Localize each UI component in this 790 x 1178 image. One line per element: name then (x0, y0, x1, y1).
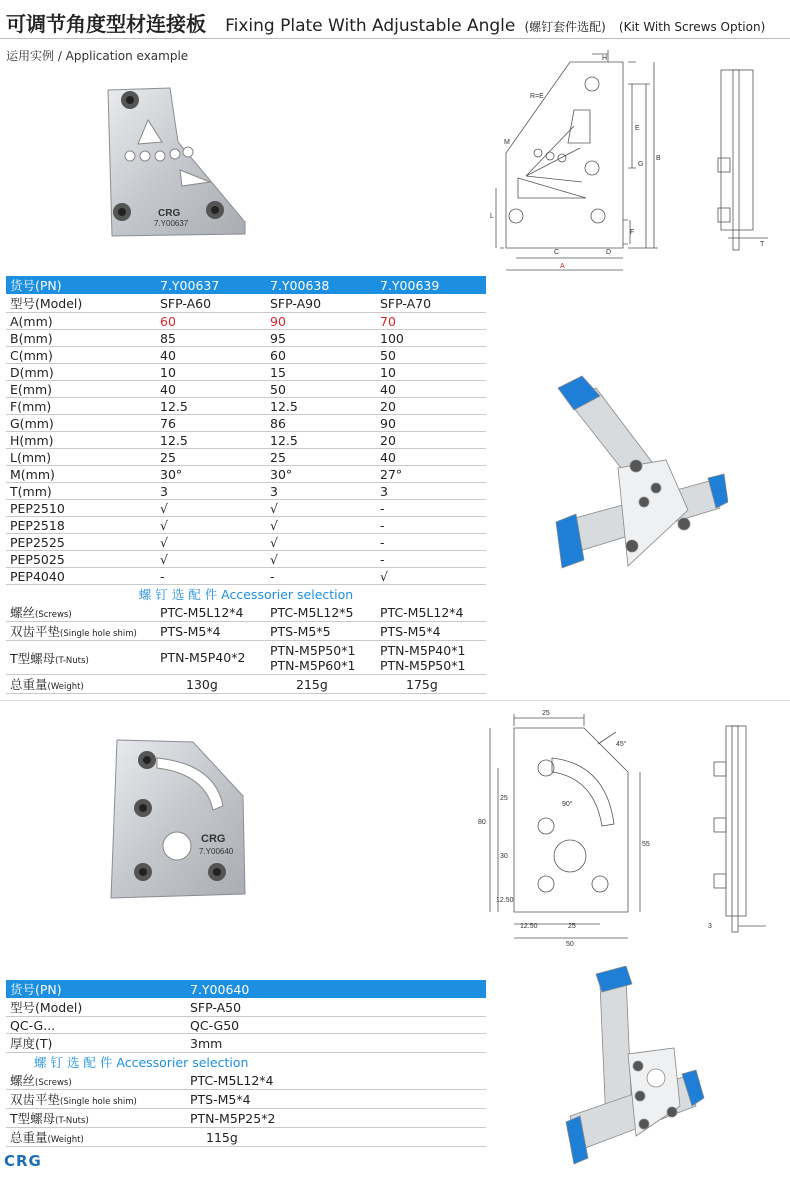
table-row (6, 1090, 486, 1109)
table-header-cell: 7.Y00638 (266, 276, 376, 294)
table-cell: 20 (376, 432, 486, 449)
screw-head (134, 863, 152, 881)
table-cell: - (376, 534, 486, 551)
screw-head (121, 91, 139, 109)
table-cell: 215g (266, 675, 376, 694)
dim-label: 30 (500, 853, 508, 860)
dim-label: E (635, 125, 640, 132)
dim-label: C (554, 249, 560, 256)
table-row (6, 381, 486, 398)
table-header (6, 276, 486, 294)
table-cell: 3 (376, 483, 486, 500)
table-header-cell: 7.Y00637 (156, 276, 266, 294)
table-cell: 3 (156, 483, 266, 500)
table-cell: PTN-M5P25*2 (186, 1109, 486, 1128)
accessory-title-row (6, 585, 486, 604)
table-cell: 40 (376, 381, 486, 398)
plate-photo-2 (105, 734, 255, 904)
subtitle: 运用实例 / Application example (6, 49, 189, 63)
table-cell: 27° (376, 466, 486, 483)
table-cell: 40 (156, 381, 266, 398)
table-cell: 12.5 (156, 398, 266, 415)
title-note-cn: (螺钉套件选配) (524, 20, 606, 34)
table-cell: PTC-M5L12*5 (266, 603, 376, 622)
dim-label: R=E (530, 93, 544, 100)
table-cell: T(mm) (6, 483, 156, 500)
table-cell: G(mm) (6, 415, 156, 432)
table-cell: PTN-M5P50*1 PTN-M5P60*1 (266, 641, 376, 675)
dim-label: T (760, 241, 765, 248)
application-image-1 (548, 370, 728, 590)
dim-label: G (638, 161, 644, 168)
table-cell: √ (376, 568, 486, 585)
table-cell: L(mm) (6, 449, 156, 466)
table-cell: D(mm) (6, 364, 156, 381)
table-cell: 3 (266, 483, 376, 500)
table-cell: PTS-M5*5 (266, 622, 376, 641)
table-row (6, 1071, 486, 1090)
table-row (6, 415, 486, 432)
table-row (6, 603, 486, 622)
table-cell: √ (266, 551, 376, 568)
table-cell: 10 (376, 364, 486, 381)
table-row (6, 330, 486, 347)
dim-label: 80 (478, 819, 486, 826)
table-cell: - (376, 551, 486, 568)
table-cell: 总重量(Weight) (6, 675, 156, 694)
table-cell: 25 (266, 449, 376, 466)
table-row (6, 641, 486, 675)
table-cell: 25 (156, 449, 266, 466)
table-cell: 100 (376, 330, 486, 347)
table-cell: 12.5 (266, 398, 376, 415)
table-header-cell: 货号(PN) (6, 980, 186, 998)
table-row (6, 432, 486, 449)
page-title (6, 8, 765, 37)
table-cell: PTS-M5*4 (156, 622, 266, 641)
table-cell: 30° (156, 466, 266, 483)
screw-head (206, 201, 224, 219)
table-cell: 总重量(Weight) (6, 1128, 186, 1147)
table-cell: 95 (266, 330, 376, 347)
title-divider (0, 38, 790, 39)
dim-label: 25 (500, 795, 508, 802)
table-row (6, 313, 486, 330)
dim-label: 12.50 (496, 897, 514, 904)
table-cell: 50 (376, 347, 486, 364)
dim-label: 3 (708, 923, 712, 930)
table-cell: A(mm) (6, 313, 156, 330)
table-row (6, 1034, 486, 1053)
table-cell: 型号(Model) (6, 294, 156, 313)
table-cell: PEP2525 (6, 534, 156, 551)
table-cell: √ (266, 517, 376, 534)
table-row (6, 500, 486, 517)
dim-label: 25 (568, 923, 576, 930)
plate1-brand: CRG (158, 208, 181, 219)
table-cell: 60 (266, 347, 376, 364)
screw-head (208, 863, 226, 881)
dim-label: 45° (616, 741, 627, 748)
table-cell: 85 (156, 330, 266, 347)
table-row (6, 398, 486, 415)
table-cell: PTS-M5*4 (376, 622, 486, 641)
spec-table-1 (6, 276, 486, 694)
table-cell: 双齿平垫(Single hole shim) (6, 1090, 186, 1109)
table-cell: B(mm) (6, 330, 156, 347)
table-cell: E(mm) (6, 381, 156, 398)
table-row (6, 466, 486, 483)
table-cell: PEP5025 (6, 551, 156, 568)
table-row (6, 622, 486, 641)
table-cell: SFP-A70 (376, 294, 486, 313)
table-cell: 90 (376, 415, 486, 432)
dim-label: 50 (566, 941, 574, 948)
table-cell: 10 (156, 364, 266, 381)
table-cell: 130g (156, 675, 266, 694)
table-cell: - (376, 500, 486, 517)
dim-label: L (490, 213, 494, 220)
table-cell: 50 (266, 381, 376, 398)
table-cell: - (376, 517, 486, 534)
dim-label: A (560, 263, 565, 270)
table-cell: - (266, 568, 376, 585)
table-cell: M(mm) (6, 466, 156, 483)
table-row (6, 1017, 486, 1034)
table-cell: T型螺母(T-Nuts) (6, 1109, 186, 1128)
title-note-en: (Kit With Screws Option) (618, 20, 766, 34)
dim-label: D (606, 249, 612, 256)
table-cell: QC-G... (6, 1017, 186, 1034)
table-row (6, 517, 486, 534)
plate2-code: 7.Y00640 (199, 847, 234, 856)
table-header-cell: 7.Y00640 (186, 980, 486, 998)
dim-label: F (630, 229, 635, 236)
dim-label: 90° (562, 801, 573, 808)
table-header (6, 980, 486, 998)
title-en: Fixing Plate With Adjustable Angle (225, 16, 516, 36)
accessory-title: 螺 钉 选 配 件 Accessorier selection (34, 1055, 249, 1070)
screw-head (138, 751, 156, 769)
table-cell: 螺丝(Screws) (6, 1071, 186, 1090)
table-cell: H(mm) (6, 432, 156, 449)
dim-label: 25 (542, 710, 550, 717)
table-row (6, 534, 486, 551)
table-row (6, 347, 486, 364)
section-divider (0, 700, 790, 701)
accessory-title: 螺 钉 选 配 件 Accessorier selection (138, 587, 354, 602)
table-cell: 70 (376, 313, 486, 330)
table-cell: 12.5 (266, 432, 376, 449)
table-cell: PTC-M5L12*4 (156, 603, 266, 622)
table-cell: PTN-M5P40*2 (156, 641, 266, 675)
plate-photo-1 (100, 82, 250, 242)
table-cell: 3mm (186, 1034, 486, 1053)
table-row (6, 998, 486, 1017)
table-row (6, 294, 486, 313)
table-cell: √ (266, 534, 376, 551)
title-cn: 可调节角度型材连接板 (6, 12, 206, 36)
table-cell: C(mm) (6, 347, 156, 364)
screw-head (134, 799, 152, 817)
dim-label: H (602, 55, 608, 62)
table-row (6, 568, 486, 585)
table-cell: PTS-M5*4 (186, 1090, 486, 1109)
table-cell: PTC-M5L12*4 (376, 603, 486, 622)
table-cell: SFP-A50 (186, 998, 486, 1017)
screw-head (113, 203, 131, 221)
table-row (6, 364, 486, 381)
dim-label: M (504, 139, 510, 146)
application-image-2 (556, 966, 706, 1166)
table-header-cell: 7.Y00639 (376, 276, 486, 294)
table-row (6, 675, 486, 694)
table-cell: PTC-M5L12*4 (186, 1071, 486, 1090)
table-cell: √ (156, 517, 266, 534)
table-row (6, 1128, 486, 1147)
accessory-title-row (6, 1053, 486, 1072)
table-cell: - (156, 568, 266, 585)
table-cell: SFP-A90 (266, 294, 376, 313)
table-cell: PEP4040 (6, 568, 156, 585)
table-row (6, 449, 486, 466)
dim-label: 55 (642, 841, 650, 848)
dim-label: B (656, 155, 661, 162)
table-row (6, 483, 486, 500)
table-cell: 20 (376, 398, 486, 415)
table-cell: 40 (376, 449, 486, 466)
table-cell: 86 (266, 415, 376, 432)
table-row (6, 1109, 486, 1128)
table-cell: √ (156, 500, 266, 517)
table-cell: PEP2510 (6, 500, 156, 517)
table-cell: 双齿平垫(Single hole shim) (6, 622, 156, 641)
table-cell: √ (156, 551, 266, 568)
table-cell: T型螺母(T-Nuts) (6, 641, 156, 675)
table-cell: F(mm) (6, 398, 156, 415)
technical-drawing-2 (476, 706, 776, 956)
table-cell: 12.5 (156, 432, 266, 449)
table-cell: 115g (186, 1128, 486, 1147)
spec-table-2 (6, 980, 486, 1147)
table-cell: 90 (266, 313, 376, 330)
plate1-code: 7.Y00637 (154, 219, 189, 228)
table-cell: 螺丝(Screws) (6, 603, 156, 622)
table-cell: 175g (376, 675, 486, 694)
plate2-brand: CRG (201, 833, 226, 845)
table-cell: 15 (266, 364, 376, 381)
footer-logo: CRG (4, 1152, 42, 1170)
table-cell: PTN-M5P40*1 PTN-M5P50*1 (376, 641, 486, 675)
table-header-cell: 货号(PN) (6, 276, 156, 294)
table-cell: 76 (156, 415, 266, 432)
table-cell: √ (266, 500, 376, 517)
table-cell: QC-G50 (186, 1017, 486, 1034)
table-cell: 型号(Model) (6, 998, 186, 1017)
table-cell: 40 (156, 347, 266, 364)
table-cell: 60 (156, 313, 266, 330)
technical-drawing-1 (478, 48, 778, 278)
table-cell: PEP2518 (6, 517, 156, 534)
table-cell: SFP-A60 (156, 294, 266, 313)
table-row (6, 551, 486, 568)
table-cell: 厚度(T) (6, 1034, 186, 1053)
dim-label: 12.50 (520, 923, 538, 930)
table-cell: 30° (266, 466, 376, 483)
table-cell: √ (156, 534, 266, 551)
